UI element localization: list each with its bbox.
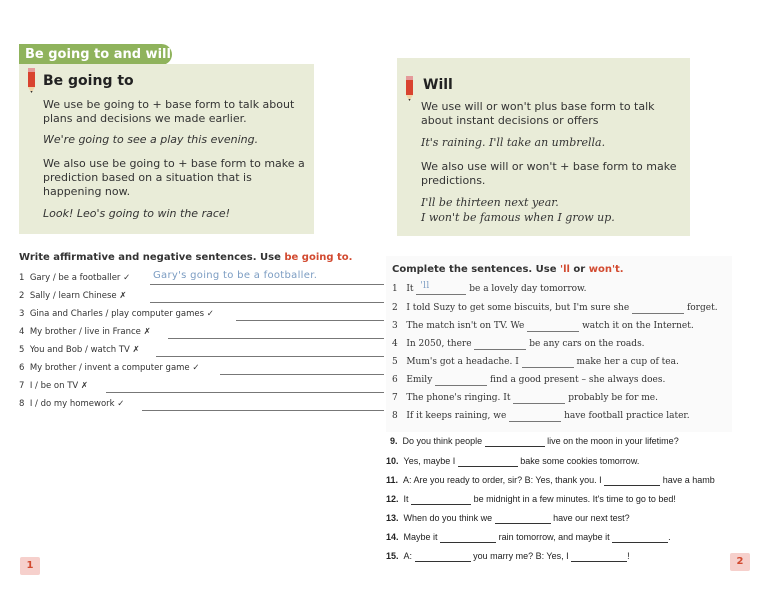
page-number-left: 1 — [20, 557, 40, 575]
exercise-item: 2 I told Suzy to get some biscuits, but I'm sure she forget. — [392, 303, 718, 313]
blank[interactable] — [604, 475, 660, 486]
exercise-item: 3 The match isn't on TV. We watch it on the Internet. — [392, 321, 694, 331]
rule-text: We use will or won't plus base form to talk about instant decisions or offers — [421, 100, 655, 127]
example-sentence: I won't be famous when I grow up. — [421, 211, 615, 224]
answer-line[interactable] — [106, 392, 384, 393]
blank[interactable]: 'll — [416, 284, 466, 295]
answer-line[interactable] — [168, 338, 384, 339]
blank[interactable] — [411, 494, 471, 505]
exercise-item: 1 Gary / be a footballer ✓ — [19, 273, 131, 283]
exercise1-instruction: Write affirmative and negative sentences. Use be going to. — [19, 252, 353, 263]
exercise-item: 2 Sally / learn Chinese ✗ — [19, 291, 127, 301]
blank[interactable] — [474, 339, 526, 350]
exercise-item: 8 If it keeps raining, we have football practice later. — [392, 411, 690, 421]
exercise-item: 7 I / be on TV ✗ — [19, 381, 89, 391]
blank[interactable] — [458, 456, 518, 467]
rule-text: We also use be going to + base form to make a prediction based on a situation that is happening now. — [43, 157, 305, 198]
exercise-item: 11. A: Are you ready to order, sir? B: Yes, thank you. I have a hamb — [386, 475, 715, 485]
exercise-item: 9. Do you think people live on the moon in your lifetime? — [390, 436, 679, 446]
exercise-item: 8 I / do my homework ✓ — [19, 399, 125, 409]
exercise-item: 14. Maybe it rain tomorrow, and maybe it . — [386, 532, 671, 542]
answer-line[interactable] — [150, 284, 384, 285]
be-going-to-box — [19, 64, 314, 234]
exercise-item: 1 It 'll be a lovely day tomorrow. — [392, 281, 587, 294]
example-sentence: I'll be thirteen next year. — [421, 196, 559, 209]
will-box — [397, 58, 690, 236]
exercise-item: 4 My brother / live in France ✗ — [19, 327, 151, 337]
exercise-item: 6 Emily find a good present – she always does. — [392, 375, 666, 385]
blank[interactable] — [612, 532, 668, 543]
blank[interactable] — [632, 303, 684, 314]
blank[interactable] — [522, 357, 574, 368]
answer-line[interactable] — [156, 356, 384, 357]
blank[interactable] — [485, 436, 545, 447]
rule-text: We use be going to + base form to talk about plans and decisions we made earlier. — [43, 98, 295, 125]
blank[interactable] — [509, 411, 561, 422]
exercise-item: 15. A: you marry me? B: Yes, I ! — [386, 551, 630, 561]
exercise-item: 10. Yes, maybe I bake some cookies tomorrow. — [386, 456, 640, 466]
answer-line[interactable] — [142, 410, 384, 411]
handwritten-answer: Gary's going to be a footballer. — [153, 270, 318, 281]
rule-text: We also use will or won't + base form to make predictions. — [421, 160, 677, 187]
exercise-item: 3 Gina and Charles / play computer games ✓ — [19, 309, 214, 319]
pencil-icon — [27, 68, 36, 94]
blank[interactable] — [527, 321, 579, 332]
box-title: Will — [423, 77, 453, 93]
blank[interactable] — [415, 551, 471, 562]
exercise2-instruction: Complete the sentences. Use 'll or won't. — [392, 264, 624, 275]
pencil-icon — [405, 76, 414, 102]
exercise-item: 6 My brother / invent a computer game ✓ — [19, 363, 200, 373]
answer-line[interactable] — [150, 302, 384, 303]
blank[interactable] — [571, 551, 627, 562]
page-number-right: 2 — [730, 553, 750, 571]
box-title: Be going to — [43, 73, 134, 89]
exercise-item: 7 The phone's ringing. It probably be for me. — [392, 393, 658, 403]
exercise-item: 5 You and Bob / watch TV ✗ — [19, 345, 140, 355]
answer-line[interactable] — [220, 374, 384, 375]
example-sentence: Look! Leo's going to win the race! — [43, 207, 231, 220]
example-sentence: It's raining. I'll take an umbrella. — [421, 136, 606, 149]
section-title: Be going to and will — [19, 44, 172, 65]
exercise-item: 13. When do you think we have our next test? — [386, 513, 630, 523]
blank[interactable] — [495, 513, 551, 524]
blank[interactable] — [513, 393, 565, 404]
exercise-item: 5 Mum's got a headache. I make her a cup of tea. — [392, 357, 679, 367]
exercise-item: 12. It be midnight in a few minutes. It's time to go to bed! — [386, 494, 676, 504]
example-sentence: We're going to see a play this evening. — [43, 133, 259, 146]
blank[interactable] — [440, 532, 496, 543]
answer-line[interactable] — [236, 320, 384, 321]
exercise-item: 4 In 2050, there be any cars on the roads. — [392, 339, 645, 349]
blank[interactable] — [435, 375, 487, 386]
